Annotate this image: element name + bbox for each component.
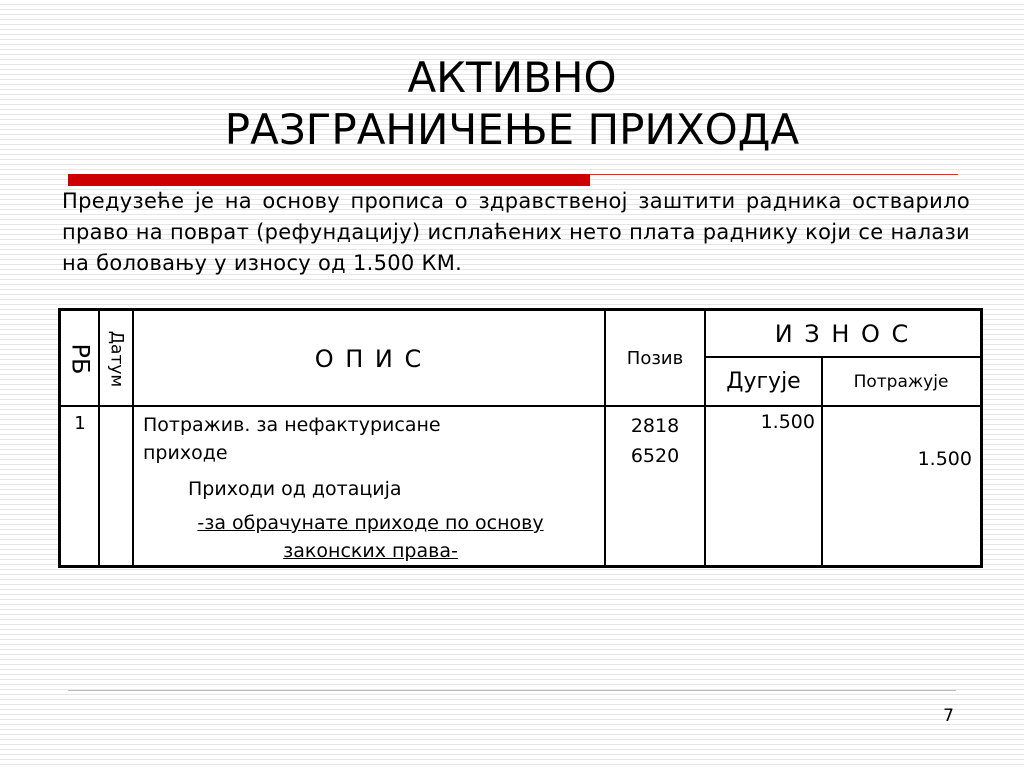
header-datum: [99, 311, 133, 406]
row-rb: 1: [74, 413, 86, 434]
desc-line-1: Потражив. за нефактурисане: [143, 414, 441, 436]
title-accent-bar: [68, 174, 590, 186]
header-poziv: Позив: [626, 348, 684, 369]
desc-line-2: приходе: [143, 442, 228, 464]
header-datum-label: Датум: [106, 330, 126, 388]
page-number: 7: [943, 706, 954, 726]
desc-line-4: -за обрачунате приходе по основу законских права-: [197, 512, 544, 562]
poziv-account-2: 6520: [630, 445, 680, 467]
intro-paragraph: Предузеће је на основу прописа о здравственој заштити радника остварило право на поврат (рефундацију) исплаћених нето плата раднику који се налази на боловању у износу од 1.500 КМ.: [62, 189, 970, 275]
title-line-1: АКТИВНО: [407, 53, 617, 102]
footer-divider: [68, 690, 956, 691]
header-iznos: И З Н О С: [774, 320, 911, 348]
row-duguje: 1.500: [760, 411, 815, 433]
row-poziv: [605, 411, 705, 471]
slide-title: [0, 52, 1024, 156]
header-rb: [61, 311, 99, 406]
title-line-2: РАЗГРАНИЧЕЊЕ ПРИХОДА: [224, 105, 800, 154]
desc-line-3: Приходи од дотација: [188, 478, 402, 500]
header-rb-label: РБ: [66, 343, 94, 374]
ledger-table: [58, 308, 983, 568]
header-opis: О П И С: [314, 344, 424, 373]
title-underline: [590, 174, 958, 175]
header-duguje: Дугује: [726, 369, 801, 394]
header-potrazuje: Потражује: [853, 371, 949, 392]
poziv-account-1: 2818: [630, 415, 680, 437]
row-potrazuje: 1.500: [917, 448, 972, 470]
row-description: [143, 411, 598, 565]
